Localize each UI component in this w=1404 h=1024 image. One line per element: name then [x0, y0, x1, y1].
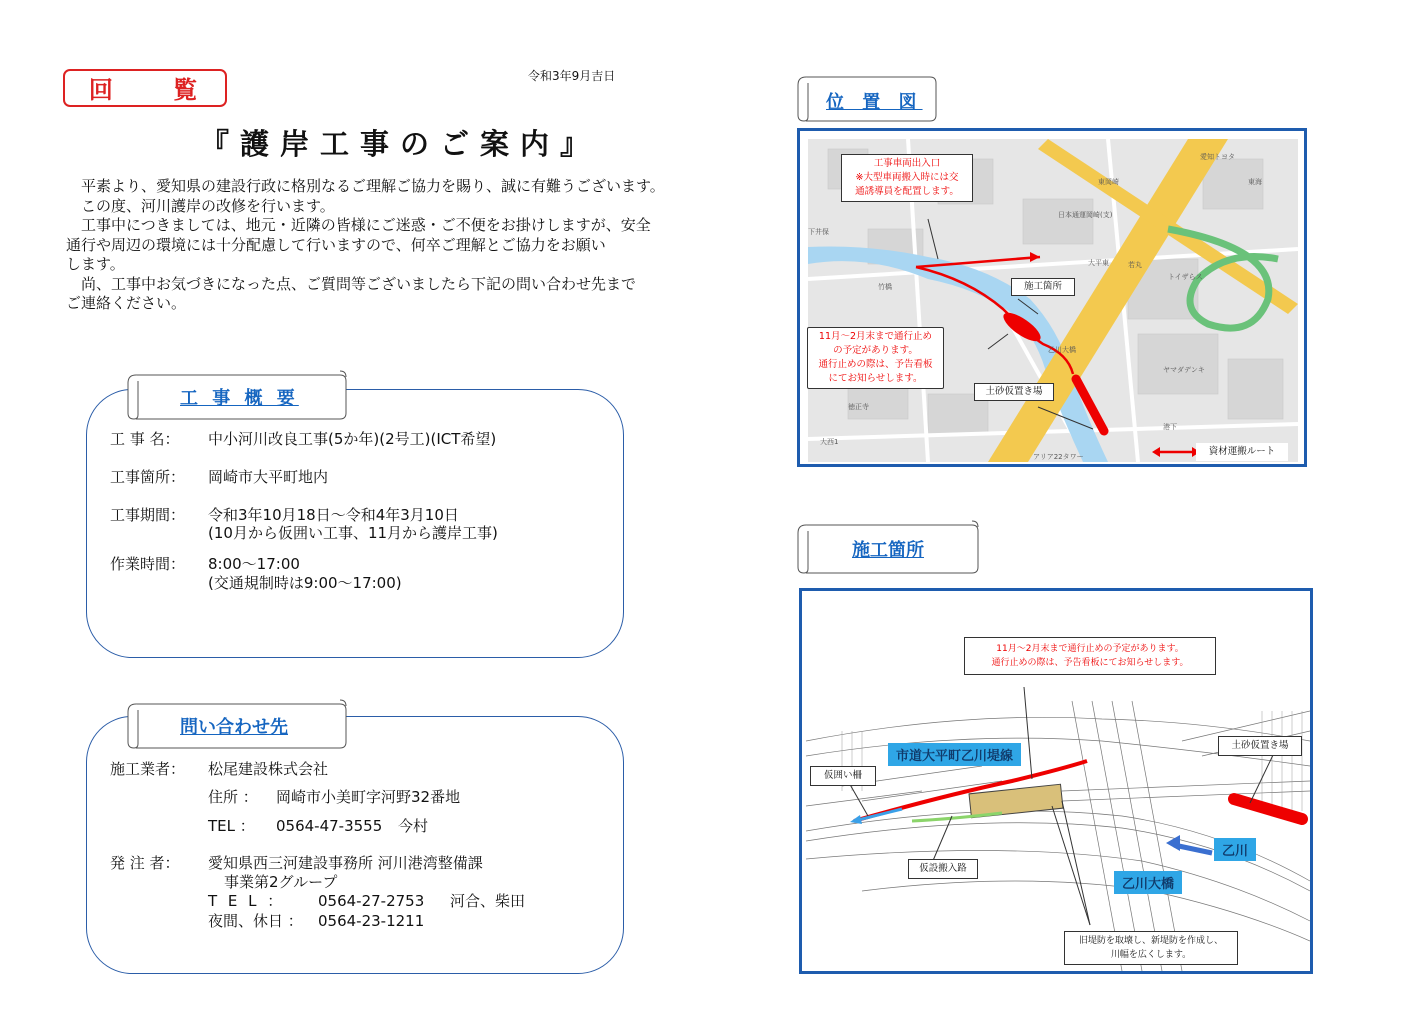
intro-line: 通行や周辺の環境には十分配慮して行いますので、何卒ご理解とご協力をお願い — [66, 235, 606, 254]
bridge-tag: 乙川大橋 — [1114, 871, 1182, 894]
callout-line: 11月～2月末まで通行止め — [818, 331, 933, 342]
callout-line: 工事車両出入口 — [873, 158, 941, 169]
contractor-address: 岡崎市小美町字河野32番地 — [276, 788, 461, 806]
overview-heading: 工 事 概 要 — [180, 388, 299, 409]
overview-period-label: 工事期間： — [110, 506, 186, 524]
overview-name-label: 工 事 名： — [110, 430, 180, 448]
callout-line: にてお知らせします。 — [828, 373, 923, 384]
overview-hours-label: 作業時間： — [110, 555, 186, 573]
overview-name: 中小河川改良工事(5か年)(2号工)(ICT希望) — [208, 430, 497, 448]
overview-place-row — [110, 466, 328, 487]
overview-place: 岡崎市大平町地内 — [208, 468, 329, 486]
map-label: 大西1 — [820, 438, 839, 446]
callout-soil: 土砂仮置き場 — [974, 383, 1054, 401]
callout-line: 通誘導員を配置します。 — [855, 186, 959, 197]
intro-line: 平素より、愛知県の建設行政に格別なるご理解ご協力を賜り、誠に有難うございます。 — [81, 177, 665, 195]
callout-site: 施工箇所 — [1011, 278, 1075, 296]
callout-vehicle-gate — [841, 154, 973, 202]
intro-line: 尚、工事中お気づきになった点、ご質問等ございましたら下記の問い合わせ先まで — [81, 274, 637, 293]
map-label: 愛知トヨタ — [1200, 153, 1235, 161]
map-label: ヤマダデンキ — [1163, 366, 1205, 374]
client-tel-person: 河合、柴田 — [450, 892, 526, 910]
map-label: 若丸 — [1128, 261, 1142, 269]
night-tel-row — [208, 910, 424, 931]
contractor-tel-row — [208, 815, 428, 836]
contractor-address-row — [208, 786, 460, 807]
overview-period: 令和3年10月18日～令和4年3月10日 — [208, 506, 459, 524]
contractor-row — [110, 758, 328, 779]
map-label: 日本通運岡崎(支) — [1058, 211, 1113, 219]
client-tel: 0564-27-2753 — [318, 892, 425, 910]
contact-panel — [86, 716, 624, 974]
callout-line: 川幅を広くします。 — [1110, 950, 1192, 960]
river-tag: 乙川 — [1214, 838, 1256, 861]
client-tel-row — [208, 890, 525, 911]
kairan-badge: 回 覧 — [63, 69, 227, 107]
intro-line: ご連絡ください。 — [66, 294, 187, 312]
callout-line: ※大型車両搬入時には交 — [855, 172, 959, 183]
map-label: 下井保 — [808, 228, 829, 236]
map-label: 大平東 — [1088, 259, 1109, 267]
map-label: 東海 — [1248, 178, 1262, 186]
map-label: 徳正寺 — [848, 403, 869, 411]
callout-line: 通行止めの際は、予告看板にてお知らせします。 — [991, 658, 1189, 668]
map-label: 港下 — [1163, 423, 1177, 431]
legend-route: 資材運搬ルート — [1196, 443, 1288, 461]
road-name-tag: 市道大平町乙川堤線 — [888, 743, 1021, 766]
site-map — [799, 588, 1313, 974]
client-label: 発 注 者： — [110, 854, 180, 872]
client-group: 事業第2グループ — [224, 873, 338, 891]
map-label: 竹橋 — [878, 283, 892, 291]
night-label: 夜間、休日 ： — [208, 912, 303, 930]
overview-period-note: (10月から仮囲い工事、11月から護岸工事) — [208, 524, 498, 542]
overview-name-row — [110, 428, 496, 449]
night-tel: 0564-23-1211 — [318, 912, 425, 930]
tel-label: TEL ： — [208, 817, 255, 835]
access-road-callout: 仮設搬入路 — [908, 859, 978, 879]
site-heading: 施工箇所 — [852, 540, 924, 561]
client-row — [110, 852, 483, 873]
location-heading: 位 置 図 — [826, 92, 923, 113]
map-label: 乙川大橋 — [1048, 346, 1076, 354]
overview-hours: 8:00～17:00 — [208, 555, 300, 573]
intro-line: します。 — [66, 255, 125, 273]
map-label: トイザらス — [1168, 273, 1203, 281]
location-map — [797, 128, 1307, 467]
intro-text — [66, 177, 706, 314]
client-name: 愛知県西三河建設事務所 河川港湾整備課 — [208, 854, 483, 872]
map-label: アリア22タワー — [1033, 453, 1084, 461]
issue-date: 令和3年9月吉日 — [528, 69, 616, 83]
intro-line: この度、河川護岸の改修を行います。 — [81, 196, 335, 215]
callout-line: 11月～2月末まで通行止めの予定があります。 — [996, 644, 1184, 654]
client-tel-label: T E L ： — [208, 892, 286, 910]
overview-hours-note: (交通規制時は9:00～17:00) — [208, 574, 402, 592]
fence-callout: 仮囲い柵 — [810, 766, 876, 786]
map-label: 東岡崎 — [1098, 178, 1119, 186]
page-title: 『護岸工事のご案内』 — [200, 127, 601, 161]
overview-hours-row — [110, 553, 300, 574]
overview-place-label: 工事箇所： — [110, 468, 186, 486]
contractor-tel: 0564-47-3555 — [276, 817, 383, 835]
callout-line: 旧堤防を取壊し、新堤防を作成し、 — [1078, 936, 1223, 946]
callout-line: 通行止めの際は、予告看板 — [818, 359, 933, 370]
contact-heading: 問い合わせ先 — [180, 717, 288, 738]
address-label: 住所 ： — [208, 788, 258, 806]
intro-line: 工事中につきましては、地元・近隣の皆様にご迷惑・ご不便をお掛けしますが、安全 — [81, 216, 651, 234]
callout-line: の予定があります。 — [833, 345, 918, 356]
contractor-name: 松尾建設株式会社 — [208, 760, 329, 778]
work-note-callout — [1064, 931, 1238, 965]
callout-closure — [807, 327, 944, 389]
site-callout-closure — [964, 637, 1216, 675]
contractor-label: 施工業者： — [110, 760, 186, 778]
soil-callout: 土砂仮置き場 — [1218, 736, 1302, 756]
contractor-person: 今村 — [398, 817, 429, 835]
